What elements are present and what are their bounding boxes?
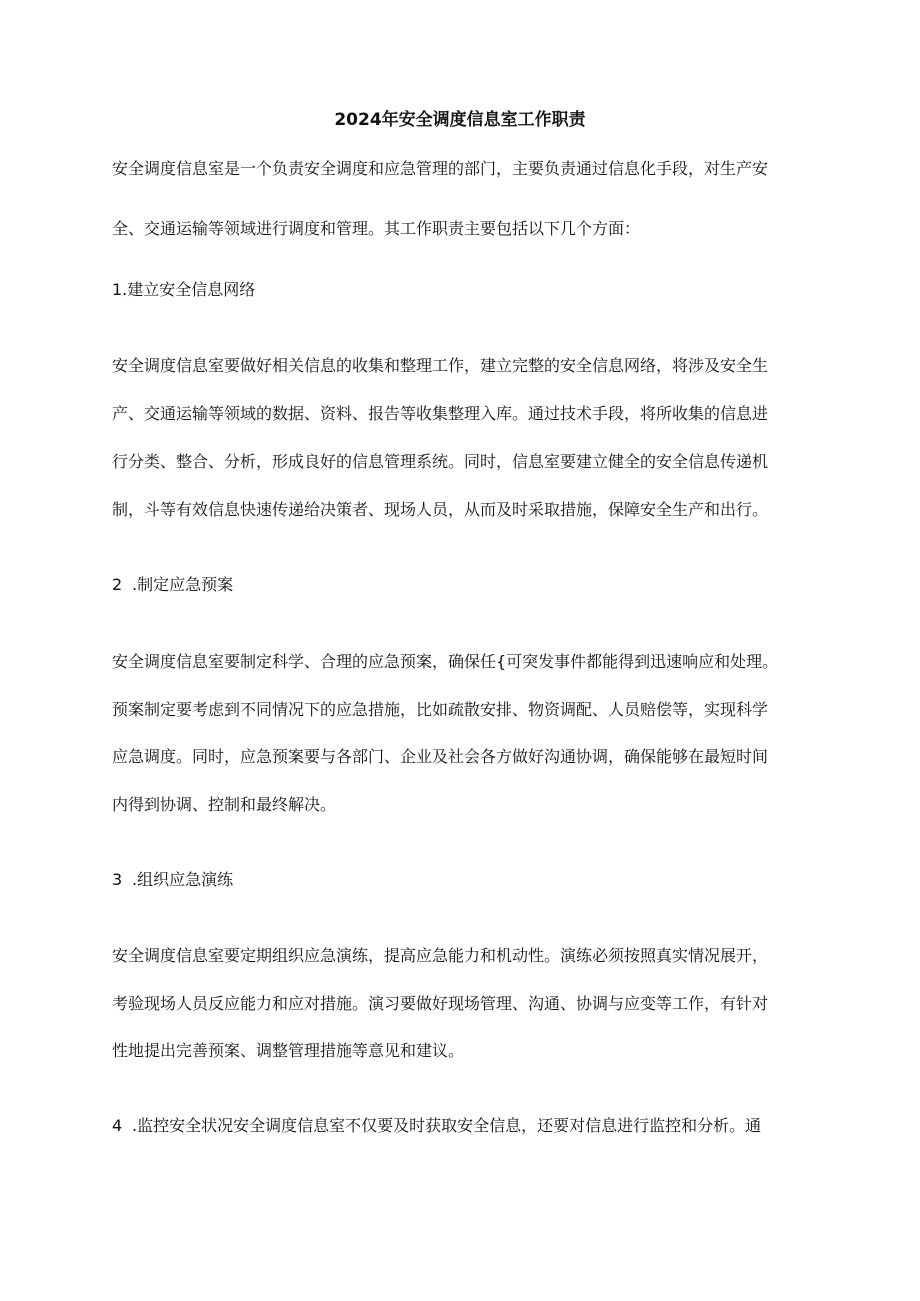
section-4-heading [112,1112,761,1140]
section-1-heading: 1.建立安全信息网络 [112,280,256,299]
document-title: 2024年安全调度信息室工作职责 [334,110,586,130]
section-3-line-1: 安全调度信息室要定期组织应急演练，提高应急能力和机动性。演练必须按照真实情况展开， [112,946,769,965]
section-1-line-4: 制，斗等有效信息快速传递给决策者、现场人员，从而及时采取措施，保障安全生产和出行。 [112,500,769,519]
section-3-line-2: 考验现场人员反应能力和应对措施。演习要做好现场管理、沟通、协调与应变等工作，有针对 [112,994,769,1013]
section-3-heading [112,866,233,894]
section-4-number: 4 [112,1116,123,1135]
section-2-line-2: 预案制定要考虑到不同情况下的应急措施，比如疏散安排、物资调配、人员赔偿等，实现科学 [112,700,769,719]
section-2-title: .制定应急预案 [132,575,234,594]
section-3-line-3: 性地提出完善预案、调整管理措施等意见和建议。 [112,1041,465,1060]
section-3-number: 3 [112,870,123,889]
section-2-line-1: 安全调度信息室要制定科学、合理的应急预案，确保任{可突发事件都能得到迅速响应和处理。 [112,652,779,671]
intro-line-2: 全、交通运输等领域进行调度和管理。其工作职责主要包括以下几个方面： [112,219,641,238]
section-1-line-1: 安全调度信息室要做好相关信息的收集和整理工作，建立完整的安全信息网络，将涉及安全生 [112,356,769,375]
section-1-line-2: 产、交通运输等领域的数据、资料、报告等收集整理入库。通过技术手段，将所收集的信息进 [112,404,769,423]
section-4-title: .监控安全状况安全调度信息室不仅要及时获取安全信息，还要对信息进行监控和分析。通 [132,1116,762,1135]
intro-line-1: 安全调度信息室是一个负责安全调度和应急管理的部门，主要负责通过信息化手段，对生产安 [112,159,769,178]
section-2-line-4: 内得到协调、控制和最终解决。 [112,795,337,814]
section-3-title: .组织应急演练 [132,870,234,889]
section-2-heading [112,571,233,599]
section-2-line-3: 应急调度。同时，应急预案要与各部门、企业及社会各方做好沟通协调，确保能够在最短时间 [112,747,769,766]
section-2-number: 2 [112,575,123,594]
section-1-line-3: 行分类、整合、分析，形成良好的信息管理系统。同时，信息室要建立健全的安全信息传递机 [112,452,769,471]
